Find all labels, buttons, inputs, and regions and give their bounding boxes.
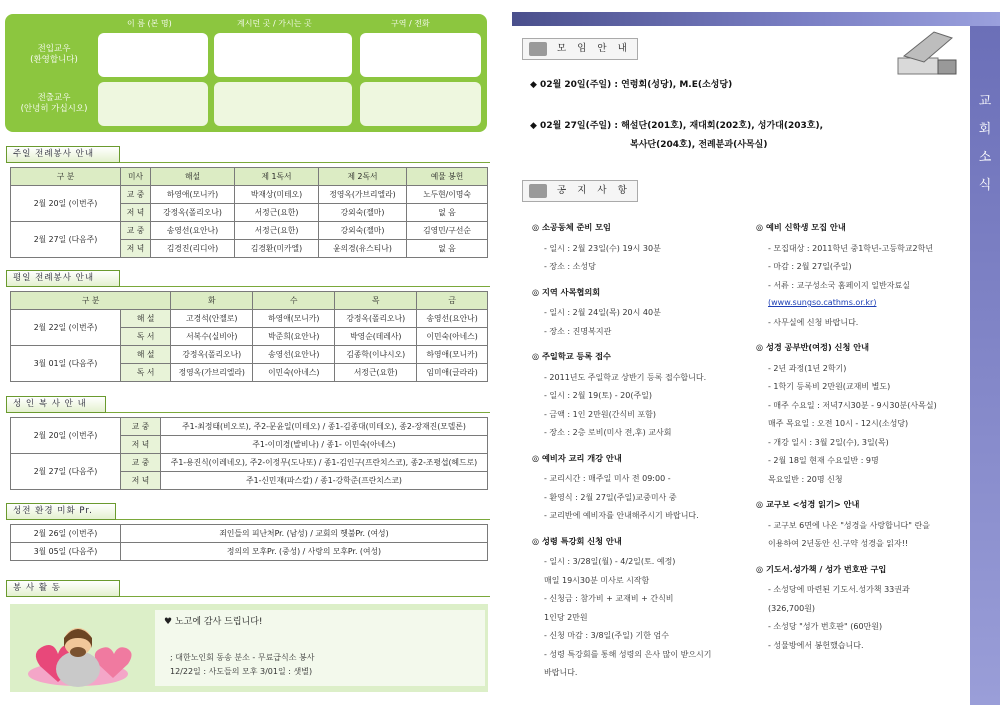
notice-line: - 성령 특강회를 통해 성령의 은사 많이 받으시기 bbox=[544, 649, 712, 659]
week-date: 2월 20일 (이번주) bbox=[11, 186, 121, 222]
col-header: 구 분 bbox=[11, 168, 121, 186]
col-header: 예물 봉헌 bbox=[407, 168, 488, 186]
col-header: 미사 bbox=[121, 168, 151, 186]
meeting-title: 모 임 안 내 bbox=[522, 38, 638, 60]
registration-header bbox=[5, 18, 487, 32]
notice-line: - 신청 마감 : 3/8일(주일) 기한 엄수 bbox=[544, 631, 669, 640]
notice-line: - 환영식 : 2월 27일(주일)교중미사 중 bbox=[544, 492, 677, 502]
notice-heading: ◎ 예비자 교리 개강 안내 bbox=[532, 452, 622, 463]
notice-line: - 장소 : 소성당 bbox=[544, 262, 596, 271]
notice-line: - 2011년도 주일학교 상반기 등록 접수합니다. bbox=[544, 372, 707, 382]
side-title: 교 회 소 식 bbox=[978, 94, 992, 193]
notice-line: - 모집대상 : 2011학년 중1학년-고등학교2학년 bbox=[768, 243, 934, 253]
header-place: 계시던 곳 / 가시는 곳 bbox=[237, 19, 312, 28]
thanks-message: ♥ 노고에 감사 드립니다! bbox=[164, 617, 263, 627]
notice-line: 1인당 2만원 bbox=[544, 612, 588, 622]
col-header: 제 1독서 bbox=[235, 168, 319, 186]
notice-heading: ◎ 소공동체 준비 모임 bbox=[532, 222, 611, 232]
notice-line: - 소성당 "성가 번호판" (60만원) bbox=[768, 622, 883, 631]
notice-line: 목요일반 : 20명 신청 bbox=[768, 474, 843, 484]
table-row: 독 서 서복수(실비아) 박준희(요안나) 박영순(데레사) 이민숙(아네스) bbox=[11, 328, 488, 346]
service-title: 봉 사 활 동 bbox=[6, 580, 120, 597]
notice-line: - 사무실에 신청 바랍니다. bbox=[768, 317, 859, 327]
notice-line: - 신청금 : 참가비 + 교재비 + 간식비 bbox=[544, 594, 674, 603]
divider bbox=[116, 519, 490, 520]
notice-line: - 금액 : 1인 2만원(간식비 포함) bbox=[544, 409, 656, 419]
transfer-in-label: 전입교우 (환영합니다) bbox=[30, 43, 78, 65]
col-header: 목 bbox=[335, 292, 417, 310]
table-row: 2월 26일 (이번주) 죄인들의 피난처Pr. (남성) / 교회의 헷불Pr. (여성) bbox=[11, 525, 488, 543]
notice-line: - 교리반에 예비자를 안내해주시기 바랍니다. bbox=[544, 511, 699, 520]
transfer-in-zone-field[interactable] bbox=[360, 33, 481, 77]
notice-line: - 교리시간 : 매주일 미사 전 09:00 - bbox=[544, 474, 671, 483]
col-header: 제 2독서 bbox=[319, 168, 407, 186]
notice-heading: ◎ 기도서.성가책 / 성가 번호판 구입 bbox=[756, 563, 887, 574]
col-header: 해설 bbox=[151, 168, 235, 186]
service-line: 12/22일 : 사도들의 모후 3/01일 : 샛별) bbox=[170, 667, 313, 676]
notice-line: 매주 목요일 : 오전 10시 - 12시(소성당) bbox=[768, 419, 909, 428]
week-date: 2월 27일 (다음주) bbox=[11, 222, 121, 258]
notice-line: - 일시 : 2월 23일(수) 19시 30분 bbox=[544, 243, 661, 253]
service-line: ; 대한노인회 동송 분소 - 무료급식소 봉사 bbox=[170, 653, 315, 662]
notice-line: - 마감 : 2월 27일(주일) bbox=[768, 262, 852, 271]
top-banner bbox=[512, 12, 1000, 26]
week-date: 2월 27일 (다음주) bbox=[11, 454, 121, 490]
notice-line: - 2월 18일 현재 수요일반 : 9명 bbox=[768, 456, 879, 465]
week-date: 2월 20일 (이번주) bbox=[11, 418, 121, 454]
notice-line: - 일시 : 3/28일(월) - 4/2일(토. 예정) bbox=[544, 557, 676, 566]
header-name: 이 름 (본 명) bbox=[127, 19, 172, 28]
notice-heading: ◎ 교구보 <성경 읽기> 안내 bbox=[756, 499, 860, 509]
table-row: 저 녁 주1-이미경(발비나) / 종1- 이민숙(아네스) bbox=[11, 436, 488, 454]
table-row: 저 녁 주1-신민재(파스칼) / 종1-강학준(프란치스코) bbox=[11, 472, 488, 490]
table-row: 2월 22일 (이번주) 해 설 고경석(안젤로) 하영애(모니카) 강정옥(폴리오나) 송영선(요안나) bbox=[11, 310, 488, 328]
meeting-item: ◆ 02월 20일(주일) : 연령회(성당), M.E(소성당) bbox=[530, 80, 733, 90]
meeting-item: 복사단(204호), 전례분과(사목실) bbox=[630, 140, 768, 150]
table-row: 2월 27일 (다음주) 교 중 주1-용진식(이레네오), 주2-이정무(도나또) / 종1-김인구(프란치스코), 종2-조평섭(헤드로) bbox=[11, 454, 488, 472]
notice-heading: ◎ 성경 공부반(여정) 신청 안내 bbox=[756, 342, 870, 352]
table-row: 저 녁 강정옥(폴리오나) 서정근(요한) 강외숙(젤마) 없 음 bbox=[11, 204, 488, 222]
transfer-in-row bbox=[5, 33, 487, 77]
notice-line: - 개강 일시 : 3월 2일(수), 3일(목) bbox=[768, 437, 889, 447]
weekday-title: 평일 전례봉사 안내 bbox=[6, 270, 120, 287]
notice-line: - 서류 : 교구성소국 홈페이지 일반자료실 bbox=[768, 280, 910, 290]
notice-line: - 일시 : 2월 19(토) - 20(주일) bbox=[544, 391, 653, 400]
notice-line: - 일시 : 2월 24일(목) 20시 40분 bbox=[544, 308, 661, 317]
transfer-out-place-field[interactable] bbox=[214, 82, 352, 126]
sunday-title: 주일 전례봉사 안내 bbox=[6, 146, 120, 163]
notice-heading: ◎ 예비 신학생 모집 안내 bbox=[756, 222, 846, 232]
notice-heading: ◎ 주일학교 등록 접수 bbox=[532, 351, 611, 361]
transfer-in-name-field[interactable] bbox=[98, 33, 208, 77]
registration-panel bbox=[5, 14, 487, 132]
transfer-out-zone-field[interactable] bbox=[360, 82, 481, 126]
homepage-link[interactable]: (www.sungso.cathms.or.kr) bbox=[768, 298, 877, 307]
notice-heading: ◎ 지역 사목협의회 bbox=[532, 286, 601, 297]
week-date: 2월 22일 (이번주) bbox=[11, 310, 121, 346]
divider bbox=[120, 162, 490, 163]
notice-line: (326,700원) bbox=[768, 603, 816, 613]
right-page bbox=[512, 0, 1000, 705]
notice-title: 공 지 사 항 bbox=[522, 180, 638, 202]
col-header: 화 bbox=[171, 292, 253, 310]
notice-heading: ◎ 성령 특강회 신청 안내 bbox=[532, 535, 622, 546]
notice-line: - 2년 과정(1년 2학기) bbox=[768, 363, 847, 373]
weekday-table bbox=[10, 291, 488, 382]
week-date: 3월 01일 (다음주) bbox=[11, 346, 121, 382]
notice-line: - 매주 수요일 : 저녁7시30분 - 9시30분(사목실) bbox=[768, 400, 937, 410]
notice-line: - 교구보 6면에 나온 "성경을 사랑합니다" 란을 bbox=[768, 520, 930, 530]
jesus-heart-illustration bbox=[20, 614, 136, 688]
divider bbox=[120, 596, 490, 597]
meeting-item: ◆ 02월 27일(주일) : 해설단(201호), 재대회(202호), 성가대(203호), bbox=[530, 121, 823, 131]
adult-table bbox=[10, 417, 488, 490]
divider bbox=[106, 412, 490, 413]
rosary-title: 성전 환경 미화 Pr. bbox=[6, 503, 116, 520]
notice-line: 매일 19시30분 미사로 시작함 bbox=[544, 575, 650, 585]
notice-line: 바랍니다. bbox=[544, 668, 578, 677]
table-row: 2월 27일 (다음주) 교 중 송영선(요안나) 서정근(요한) 강외숙(젤마) 김영민/구선순 bbox=[11, 222, 488, 240]
transfer-out-row bbox=[5, 82, 487, 126]
notice-line: - 소성당에 마련된 기도서.성가책 33권과 bbox=[768, 585, 910, 594]
transfer-out-label: 전출교우 (안녕히 가십시오) bbox=[20, 92, 88, 114]
table-row: 저 녁 김경진(리디아) 김경환(미카엘) 윤의경(유스티나) 없 음 bbox=[11, 240, 488, 258]
notice-line: - 1학기 등록비 2만원(교재비 별도) bbox=[768, 382, 891, 391]
notice-line: - 성물방에서 봉헌했습니다. bbox=[768, 640, 864, 650]
divider bbox=[120, 286, 490, 287]
table-row: 3월 01일 (다음주) 해 설 강정옥(폴리오나) 송영선(요안나) 김종학(이냐시오) 하영애(모니카) bbox=[11, 346, 488, 364]
table-row: 2월 20일 (이번주) 교 중 주1-최정태(비오로), 주2-문윤일(미테오) / 종1-김종대(미테오), 종2-장재진(모델론) bbox=[11, 418, 488, 436]
transfer-in-place-field[interactable] bbox=[214, 33, 352, 77]
header-zone: 구역 / 전화 bbox=[391, 19, 430, 28]
col-header: 구 분 bbox=[11, 292, 171, 310]
adult-title: 성 인 복 사 안 내 bbox=[6, 396, 106, 413]
folder-icon bbox=[529, 184, 547, 198]
notice-line: - 장소 : 2층 로비(미사 전,후) 교사회 bbox=[544, 428, 672, 437]
notice-line: 이용하여 2년동안 신.구약 성경을 읽자!! bbox=[768, 539, 909, 548]
table-row: 2월 20일 (이번주) 교 중 하영애(모니카) 박재상(미테오) 정영옥(가브리엘라) 노두현/이명숙 bbox=[11, 186, 488, 204]
col-header: 금 bbox=[417, 292, 488, 310]
table-row: 독 서 정영옥(가브리엘라) 이민숙(아네스) 서정근(요한) 임미애(글라라) bbox=[11, 364, 488, 382]
rosary-table bbox=[10, 524, 488, 561]
heart-icon: ♥ bbox=[164, 617, 175, 627]
folder-icon bbox=[529, 42, 547, 56]
notice-line: - 장소 : 진명복지관 bbox=[544, 326, 612, 336]
col-header: 수 bbox=[253, 292, 335, 310]
sunday-table bbox=[10, 167, 488, 258]
table-row: 3월 05일 (다음주) 정의의 모후Pr. (중성) / 사랑의 모후Pr. (여성) bbox=[11, 543, 488, 561]
computer-icon bbox=[894, 28, 960, 80]
transfer-out-name-field[interactable] bbox=[98, 82, 208, 126]
